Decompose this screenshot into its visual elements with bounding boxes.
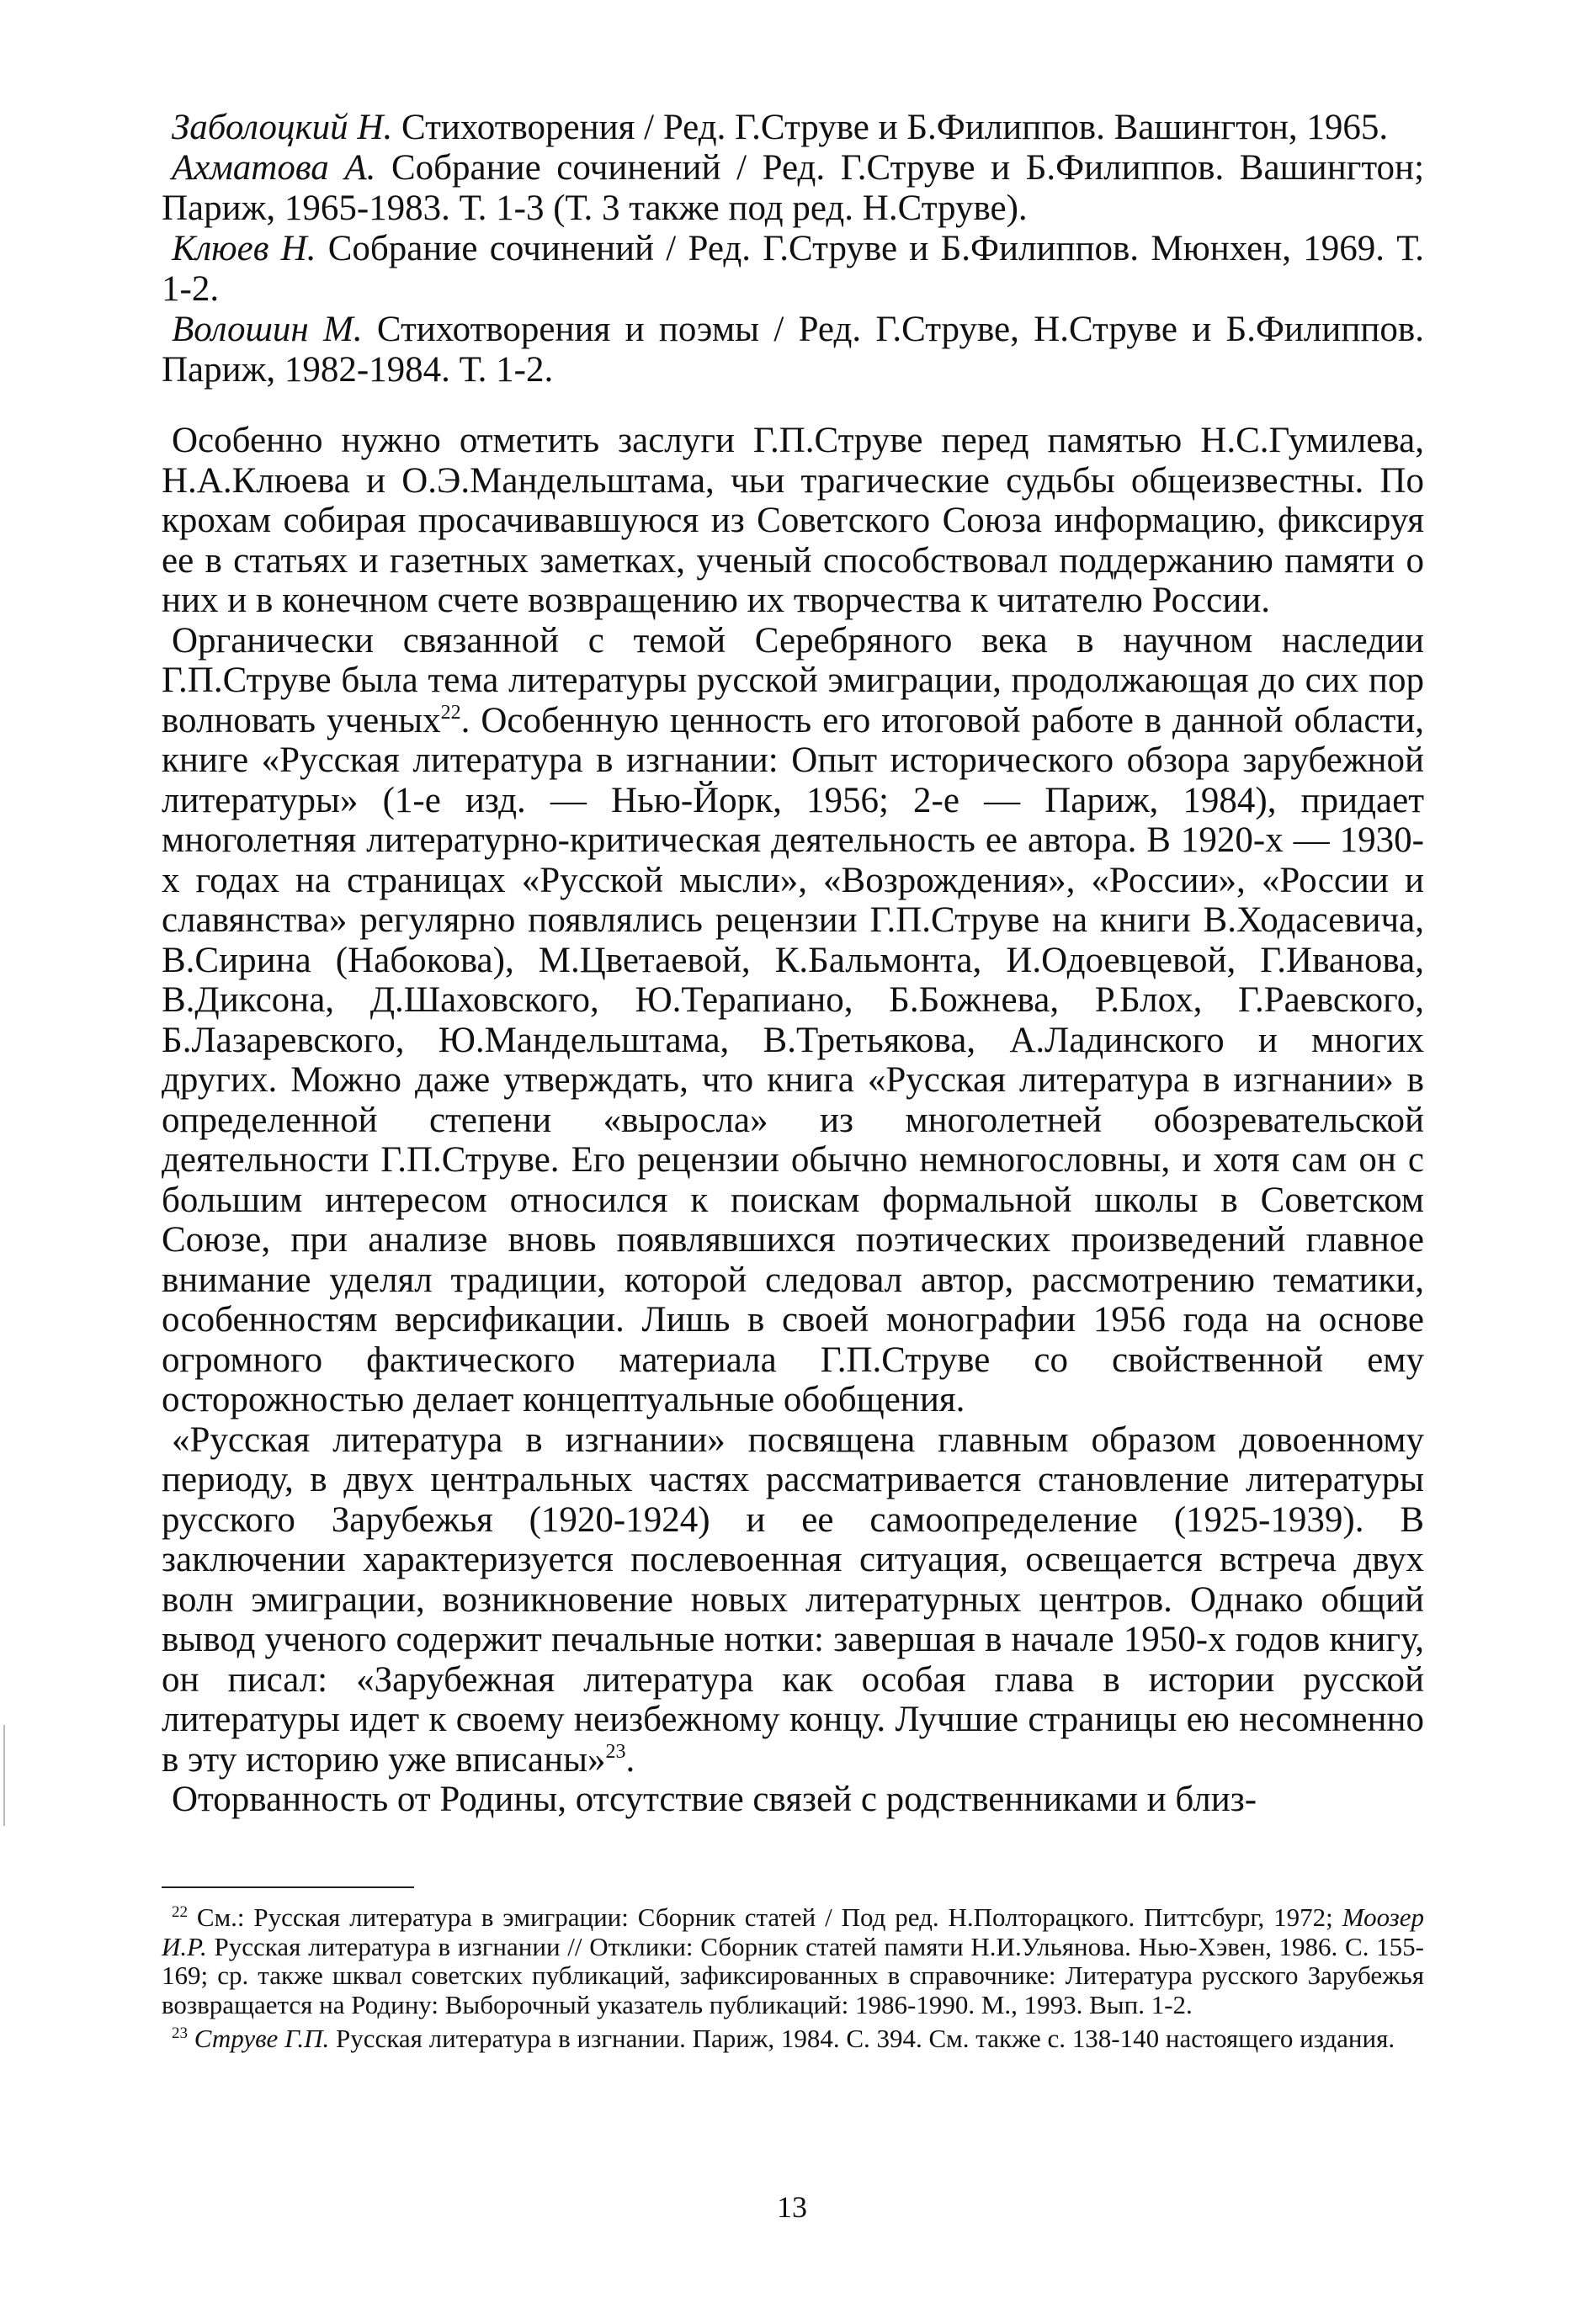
bib-author: Заболоцкий Н. xyxy=(172,108,393,147)
bibliography-list xyxy=(162,108,1424,390)
bib-entry xyxy=(162,148,1424,229)
paragraph xyxy=(162,621,1424,1420)
footnote-text: Русская литература в изгнании // Отклики: Сборник статей памяти Н.И.Ульянова. Нью-Хэвен, 1986. С. 155-169; ср. также шквал советских публикаций, зафиксированных в справочнике: Литература русского Зарубежья возвращается на Родину: Выборочный указатель публикаций: 1986-1990. М., 1993. Вып. 1-2. xyxy=(162,1931,1424,2019)
footnote-divider xyxy=(162,1886,414,1888)
footnote-text: Русская литература в изгнании. Париж, 1984. С. 394. См. также с. 138-140 настоящего издания. xyxy=(336,2024,1395,2053)
bib-entry xyxy=(162,310,1424,390)
bib-entry xyxy=(162,229,1424,310)
footnote-author: Моозер И.Р. xyxy=(162,1902,1425,1961)
footnote-text: См.: Русская литература в эмиграции: Сборник статей / Под ред. Н.Полторацкого. Питтсбург, 1972; xyxy=(196,1902,1333,1932)
paragraph xyxy=(162,1780,1424,1820)
scan-edge-mark xyxy=(3,1725,5,1826)
bib-text: Стихотворения / Ред. Г.Струве и Б.Филиппов. Вашингтон, 1965. xyxy=(401,108,1389,147)
bib-author: Волошин М. xyxy=(172,310,363,349)
footnote xyxy=(162,1903,1424,2019)
footnote-number: 22 xyxy=(172,1903,188,1921)
footnote xyxy=(162,2024,1424,2054)
bib-text: Собрание сочинений / Ред. Г.Струве и Б.Филиппов. Мюнхен, 1969. Т. 1-2. xyxy=(162,229,1424,309)
bib-entry xyxy=(162,108,1424,148)
footnote-ref: 23 xyxy=(605,1740,626,1763)
footnote-number: 23 xyxy=(172,2024,188,2042)
paragraph-text: «Русская литература в изгнании» посвящена главным образом довоенному периоду, в двух центральных частях рассматривается становление литературы русского Зарубежья (1920-1924) и ее самоопределение (1925-1939). В заключении характеризуется послевоенная ситуация, освещается встреча двух волн эмиграции, возникновение новых литературных центров. Однако общий вывод ученого содержит печальные нотки: завершая в начале 1950-х годов книгу, он писал: «Зарубежная литература как особая глава в истории русской литературы идет к своему неизбежному концу. Лучшие страницы ею несомненно в эту историю уже вписаны» xyxy=(162,1419,1424,1780)
paragraph xyxy=(162,421,1424,621)
bib-text: Стихотворения и поэмы / Ред. Г.Струве, Н.Струве и Б.Филиппов. Париж, 1982-1984. Т. 1-2. xyxy=(162,310,1424,390)
main-text xyxy=(162,108,1424,1820)
bib-author: Клюев Н. xyxy=(172,229,316,268)
footnotes xyxy=(162,1903,1424,2059)
paragraph-text: . xyxy=(625,1739,635,1780)
paragraph-text: . Особенную ценность его итоговой работе в данной области, книге «Русская литература в изгнании: Опыт исторического обзора зарубежной литературы» (1-е изд. — Нью-Йорк, 1956; 2-е — Париж, 1984), придает многолетняя литературно-критическая деятельность ее автора. В 1920-х — 1930-х годах на страницах «Русской мысли», «Возрождения», «России», «России и славянства» регулярно появлялись рецензии Г.П.Струве на книги В.Ходасевича, В.Сирина (Набокова), М.Цветаевой, К.Бальмонта, И.Одоевцевой, Г.Иванова, В.Диксона, Д.Шаховского, Ю.Терапиано, Б.Божнева, Р.Блох, Г.Раевского, Б.Лазаревского, Ю.Мандельштама, В.Третьякова, А.Ладинского и многих других. Можно даже утверждать, что книга «Русская литература в изгнании» в определенной степени «выросла» из многолетней обозревательской деятельности Г.П.Струве. Его рецензии обычно немногословны, и хотя сам он с большим интересом относился к поискам формальной школы в Советском Союзе, при анализе вновь появлявшихся поэтических произведений главное внимание уделял традиции, которой следовал автор, рассмотрению тематики, особенностям версификации. Лишь в своей монографии 1956 года на основе огромного фактического материала Г.П.Струве со свойственной ему осторожностью делает концептуальные обобщения. xyxy=(162,700,1424,1419)
footnote-ref: 22 xyxy=(440,701,461,724)
paragraph xyxy=(162,1420,1424,1780)
bib-text: Собрание сочинений / Ред. Г.Струве и Б.Филиппов. Вашингтон; Париж, 1965-1983. Т. 1-3 (Т. 3 также под ред. Н.Струве). xyxy=(162,148,1425,228)
paragraph-text: Органически связанной с темой Серебряного века в научном наследии Г.П.Струве была тема литературы русской эмиграции, продолжающая до сих пор волновать ученых xyxy=(162,620,1424,740)
footnote-author: Струве Г.П. xyxy=(194,2024,330,2053)
paragraph-text: Оторванность от Родины, отсутствие связей с родственниками и близ- xyxy=(172,1780,1257,1819)
bib-author: Ахматова А. xyxy=(172,148,376,188)
paragraph-text: Особенно нужно отметить заслуги Г.П.Струве перед памятью Н.С.Гумилева, Н.А.Клюева и О.Э.Мандельштама, чьи трагические судьбы общеизвестны. По крохам собирая просачивавшуюся из Советского Союза информацию, фиксируя ее в статьях и газетных заметках, ученый способствовал поддержанию памяти о них и в конечном счете возвращению их творчества к читателю России. xyxy=(162,421,1424,620)
page-number: 13 xyxy=(777,2190,807,2224)
body-text xyxy=(162,421,1424,1820)
